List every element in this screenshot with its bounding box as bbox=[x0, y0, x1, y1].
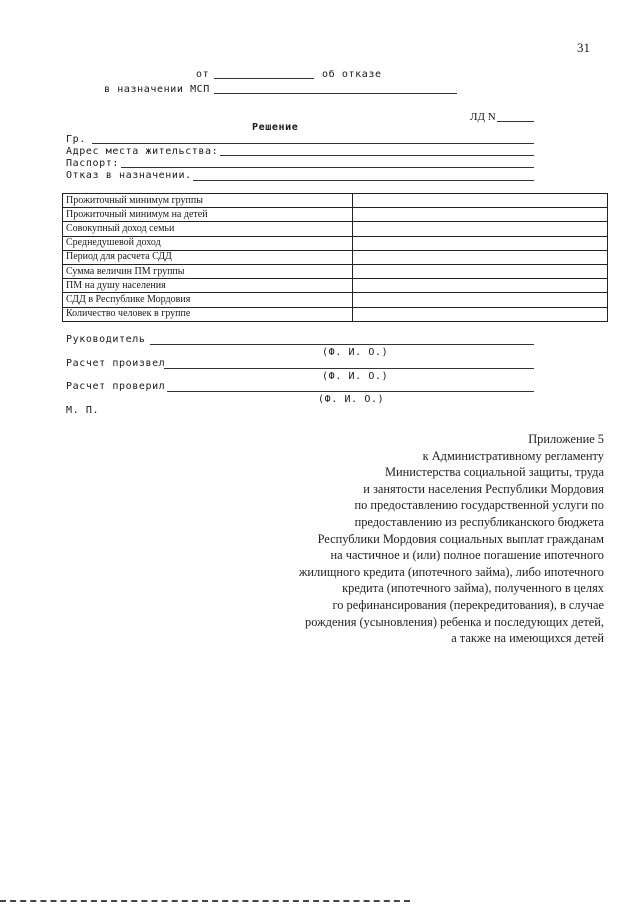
calculated-fio-caption: (Ф. И. О.) bbox=[322, 371, 389, 382]
checked-fio-caption: (Ф. И. О.) bbox=[318, 394, 385, 405]
row-value[interactable] bbox=[353, 194, 608, 208]
assignment-field[interactable] bbox=[214, 93, 457, 94]
checked-by-label: Расчет проверил bbox=[66, 381, 166, 392]
passport-label: Паспорт: bbox=[66, 158, 119, 169]
from-label: от bbox=[196, 69, 210, 80]
appendix-line: Республики Мордовия социальных выплат гражданам bbox=[317, 531, 604, 546]
row-label: Среднедушевой доход bbox=[63, 236, 353, 250]
appendix-line: предоставлению из республиканского бюджета bbox=[354, 514, 604, 529]
appendix-block bbox=[184, 431, 604, 647]
head-fio-caption: (Ф. И. О.) bbox=[322, 347, 389, 358]
checked-by-field[interactable] bbox=[167, 391, 534, 392]
appendix-line: по предоставлению государственной услуги по bbox=[354, 498, 604, 513]
appendix-line: и занятости населения Республики Мордовия bbox=[363, 481, 604, 496]
refusal-label: об отказе bbox=[322, 69, 382, 80]
assignment-label: в назначении МСП bbox=[104, 84, 210, 95]
appendix-line: рождения (усыновления) ребенка и последующих детей, bbox=[305, 614, 604, 629]
appendix-line: кредита (ипотечного займа), полученного в целях bbox=[342, 581, 604, 596]
appendix-line: а также на имеющихся детей bbox=[451, 631, 604, 646]
appendix-line: к Административному регламенту bbox=[422, 448, 604, 463]
page-number: 31 bbox=[577, 40, 590, 55]
table-row bbox=[63, 264, 608, 278]
row-label: Количество человек в группе bbox=[63, 307, 353, 321]
table-row bbox=[63, 208, 608, 222]
decision-title: Решение bbox=[252, 122, 299, 133]
head-signature-field[interactable] bbox=[150, 344, 534, 345]
case-number-field[interactable] bbox=[497, 121, 534, 122]
row-label: СДД в Республике Мордовия bbox=[63, 293, 353, 307]
appendix-line: Приложение 5 bbox=[528, 432, 604, 446]
row-value[interactable] bbox=[353, 208, 608, 222]
calculated-by-field[interactable] bbox=[164, 368, 534, 369]
table-row bbox=[63, 194, 608, 208]
row-value[interactable] bbox=[353, 307, 608, 321]
date-field[interactable] bbox=[214, 78, 314, 79]
case-number-label: ЛД N bbox=[470, 111, 496, 123]
appendix-line: го рефинансирования (перекредитования), в случае bbox=[332, 597, 604, 612]
table-row bbox=[63, 279, 608, 293]
head-label: Руководитель bbox=[66, 334, 146, 345]
row-value[interactable] bbox=[353, 236, 608, 250]
table-row bbox=[63, 307, 608, 321]
row-label: Прожиточный минимум на детей bbox=[63, 208, 353, 222]
citizen-label: Гр. bbox=[66, 134, 86, 145]
row-label: Период для расчета СДД bbox=[63, 250, 353, 264]
appendix-line: Министерства социальной защиты, труда bbox=[385, 465, 604, 480]
table-row bbox=[63, 293, 608, 307]
refusal-field[interactable] bbox=[193, 180, 534, 181]
stamp-label: М. П. bbox=[66, 405, 100, 416]
row-value[interactable] bbox=[353, 293, 608, 307]
row-label: Прожиточный минимум группы bbox=[63, 194, 353, 208]
calculated-by-label: Расчет произвел bbox=[66, 358, 166, 369]
bottom-rule bbox=[0, 900, 410, 902]
table-row bbox=[63, 222, 608, 236]
row-value[interactable] bbox=[353, 264, 608, 278]
appendix-line: жилищного кредита (ипотечного займа), либо ипотечного bbox=[298, 564, 604, 579]
address-field[interactable] bbox=[220, 155, 534, 156]
row-label: Сумма величин ПМ группы bbox=[63, 264, 353, 278]
row-value[interactable] bbox=[353, 222, 608, 236]
calculation-table bbox=[62, 193, 608, 322]
row-label: Совокупный доход семьи bbox=[63, 222, 353, 236]
appendix-line: на частичное и (или) полное погашение ипотечного bbox=[330, 548, 604, 563]
table-row bbox=[63, 236, 608, 250]
refusal-label-field: Отказ в назначении. bbox=[66, 170, 192, 181]
table-row bbox=[63, 250, 608, 264]
citizen-field[interactable] bbox=[92, 143, 534, 144]
address-label: Адрес места жительства: bbox=[66, 146, 219, 157]
row-value[interactable] bbox=[353, 279, 608, 293]
passport-field[interactable] bbox=[121, 167, 534, 168]
row-value[interactable] bbox=[353, 250, 608, 264]
row-label: ПМ на душу населения bbox=[63, 279, 353, 293]
